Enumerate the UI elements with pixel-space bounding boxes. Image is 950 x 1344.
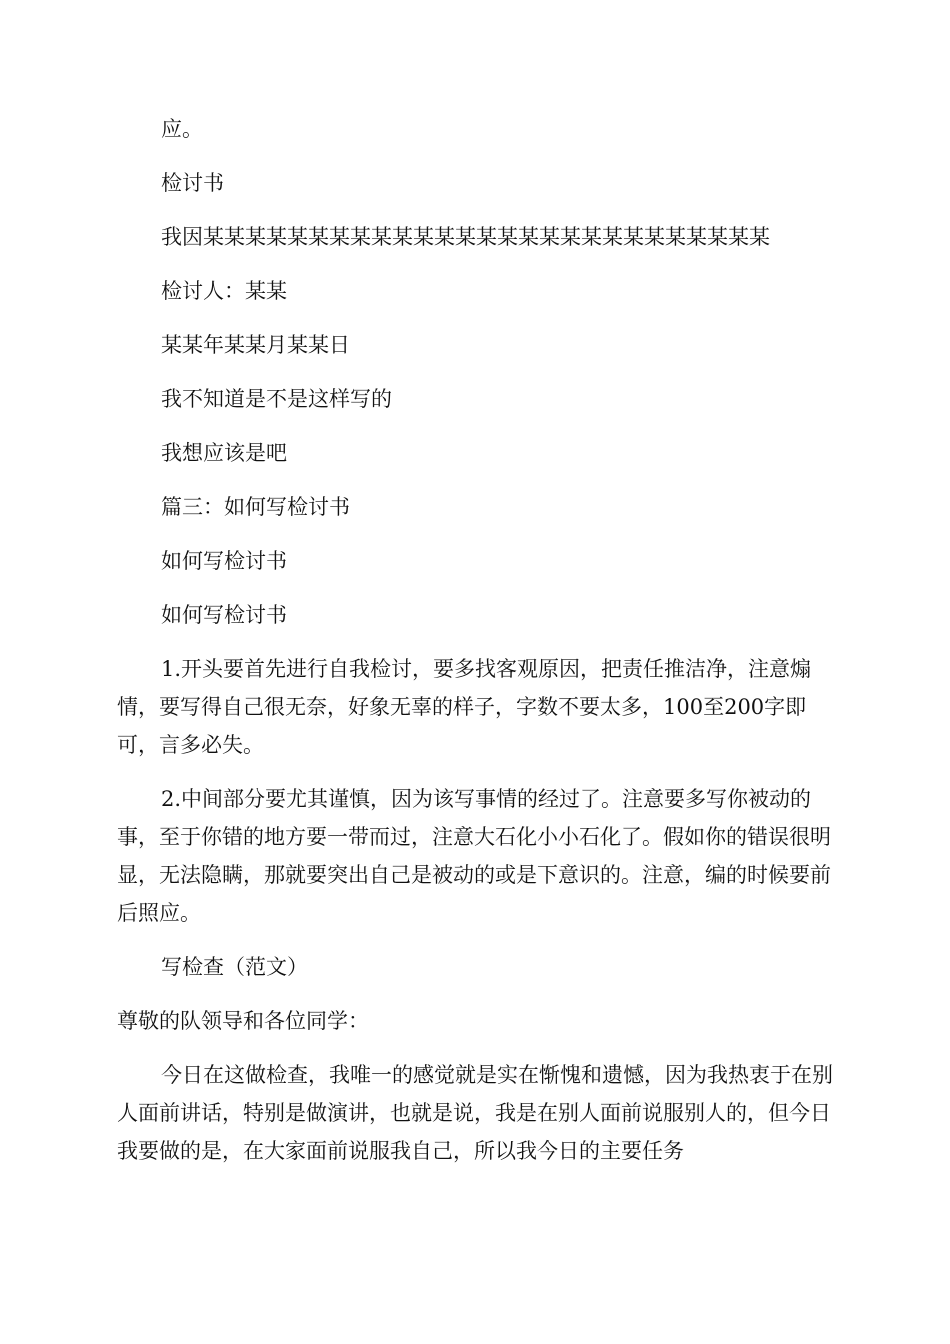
section-title: 如何写检讨书 bbox=[161, 549, 287, 573]
paragraph-fragment: 应。 bbox=[161, 117, 203, 141]
section-title: 如何写检讨书 bbox=[161, 603, 287, 627]
signature-line: 检讨人：某某 bbox=[161, 279, 287, 303]
numbered-paragraph: 2.中间部分要尤其谨慎，因为该写事情的经过了。注意要多写你被动的事，至于你错的地方要一带而过，注意大石化小小石化了。假如你的错误很明显，无法隐瞒，那就要突出自己是被动的或是下意识的。注意，编的时候要前后照应。 bbox=[117, 787, 831, 925]
paragraph: 我想应该是吧 bbox=[161, 441, 287, 465]
salutation: 尊敬的队领导和各位同学： bbox=[117, 1009, 369, 1033]
paragraph: 今日在这做检查，我唯一的感觉就是实在惭愧和遗憾，因为我热衷于在别人面前讲话，特别是做演讲，也就是说，我是在别人面前说服别人的，但今日我要做的是，在大家面前说服我自己，所以我今日的主要任务 bbox=[117, 1063, 833, 1163]
section-title: 写检查（范文） bbox=[161, 955, 308, 979]
paragraph: 我不知道是不是这样写的 bbox=[161, 387, 392, 411]
section-title: 检讨书 bbox=[161, 171, 224, 195]
chapter-heading: 篇三：如何写检讨书 bbox=[161, 495, 350, 519]
numbered-paragraph: 1.开头要首先进行自我检讨，要多找客观原因，把责任推洁净，注意煽情，要写得自己很无奈，好象无辜的样子，字数不要太多，100至200字即可，言多必失。 bbox=[117, 657, 812, 757]
document-body bbox=[117, 110, 833, 1186]
date-line: 某某年某某月某某日 bbox=[161, 333, 350, 357]
paragraph: 我因某某某某某某某某某某某某某某某某某某某某某某某某某某某 bbox=[161, 225, 770, 249]
